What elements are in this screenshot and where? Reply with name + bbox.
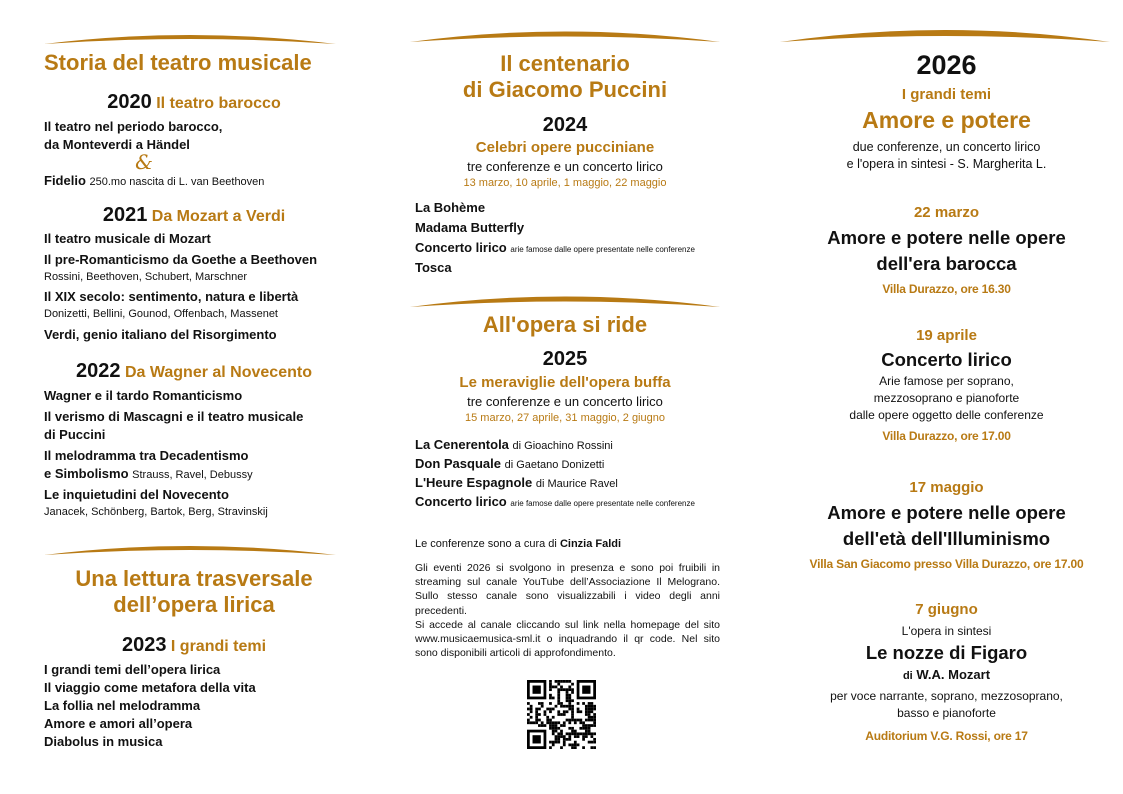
event-17-maggio: 17 maggio Amore e potere nelle opere dell'età dell'Illuminismo Villa San Giacomo presso Villa Durazzo, ore 17.00 [809, 479, 1084, 571]
event-22-marzo: 22 marzo Amore e potere nelle opere dell'era barocca Villa Durazzo, ore 16.30 [827, 204, 1066, 296]
list-item: La Bohème [415, 200, 486, 215]
list-item: La follia nel melodramma [44, 698, 201, 713]
list-item: L'Heure Espagnole di Maurice Ravel [415, 475, 618, 490]
list-item: Il pre-Romanticismo da Goethe a Beethoven [44, 252, 318, 267]
list-item: Tosca [415, 260, 452, 275]
list-item: Verdi, genio italiano del Risorgimento [44, 327, 277, 342]
list-item: Diabolus in musica [44, 734, 163, 749]
qr-code-icon[interactable] [527, 680, 596, 749]
event-19-aprile: 19 aprile Concerto lirico Arie famose per soprano, mezzosoprano e pianoforte dalle opere oggetto delle conferenze Villa Durazzo, ore 17.00 [849, 327, 1044, 443]
list-2021: Il teatro musicale di Mozart Il pre-Romanticismo da Goethe a Beethoven Rossini, Beethoven, Schubert, Marschner Il XIX secolo: sentimento, natura e libertà Donizetti, Bellini, Gounod, Offenbach, Massenet Verdi, genio italiano del Risorgimento [44, 230, 374, 344]
column-storia [0, 0, 390, 794]
section-title-ride: All'opera si ride [482, 312, 648, 337]
list-item: Don Pasquale di Gaetano Donizetti [415, 456, 605, 471]
list-item: Concerto lirico arie famose dalle opere presentate nelle conferenze [415, 240, 695, 255]
list-item: Il teatro musicale di Mozart [44, 231, 211, 246]
list-2020: Il teatro nel periodo barocco, da Monteverdi a Händel & Fidelio 250.mo nascita di L. van Beethoven [44, 119, 265, 188]
column-2026 [770, 0, 1123, 794]
heading-2022: 2022 Da Wagner al Novecento [76, 360, 312, 382]
arc-divider-icon [42, 32, 338, 46]
list-2025 [415, 435, 735, 513]
heading-2026: 2026 I grandi temi Amore e potere due conferenze, un concerto lirico e l'opera in sintesi - S. Margherita L. [846, 50, 1047, 171]
list-2023 [44, 661, 374, 751]
section-title-storia: Storia del teatro musicale [44, 50, 312, 75]
arc-divider-icon [408, 293, 722, 309]
list-item: La Cenerentola di Gioachino Rossini [415, 437, 613, 452]
heading-2020: 2020 Il teatro barocco [107, 91, 281, 113]
list-item: I grandi temi dell’opera lirica [44, 662, 221, 677]
heading-2024: 2024 Celebri opere pucciniane tre conferenze e un concerto lirico 13 marzo, 10 aprile, 1 maggio, 22 maggio [463, 114, 667, 189]
list-2024 [415, 199, 735, 279]
list-2022: Wagner e il tardo Romanticismo Il verismo di Mascagni e il teatro musicale di Puccini Il melodramma tra Decadentismo e Simbolismo Strauss, Ravel, Debussy Le inquietudini del Novecento Janacek, Schönberg, Bartok, Berg, Stravinskij [44, 388, 304, 518]
heading-2023: 2023 I grandi temi [121, 634, 267, 656]
arc-divider-icon [42, 543, 338, 557]
arc-divider-icon [408, 28, 722, 44]
list-item: Amore e amori all’opera [44, 716, 193, 731]
section-title-lettura: Una lettura trasversale dell’opera lirica [75, 566, 313, 617]
info-paragraph: Gli eventi 2026 si svolgono in presenza e sono poi fruibili in streaming sul canale YouTube dell’Associazione Il Melograno. Sullo stesso canale sono visualizzabili i video degli anni precedenti. Si accede al canale cliccando sul link nella homepage del sito www.musicaemusica-sml.it o inquadrando il qr code. Nel sito sono disponibili articoli di approfondimento. [415, 562, 720, 660]
curator-line: Le conferenze sono a cura di Cinzia Faldi [415, 538, 622, 550]
column-puccini [400, 0, 740, 794]
list-item: Madama Butterfly [415, 220, 525, 235]
ampersand-ornament: & [135, 150, 153, 174]
list-item: Il XIX secolo: sentimento, natura e libertà [44, 289, 299, 304]
list-item: Concerto lirico arie famose dalle opere presentate nelle conferenze [415, 494, 695, 509]
arc-divider-icon [778, 26, 1112, 44]
event-7-giugno: 7 giugno L'opera in sintesi Le nozze di Figaro di W.A. Mozart per voce narrante, soprano, mezzosoprano, basso e pianoforte Auditorium V.G. Rossi, ore 17 [830, 601, 1063, 743]
heading-2021: 2021 Da Mozart a Verdi [102, 204, 286, 226]
heading-2025: 2025 Le meraviglie dell'opera buffa tre conferenze e un concerto lirico 15 marzo, 27 aprile, 31 maggio, 2 giugno [459, 348, 671, 424]
section-title-puccini: Il centenario di Giacomo Puccini [462, 51, 668, 102]
list-item: Il viaggio come metafora della vita [44, 680, 256, 695]
